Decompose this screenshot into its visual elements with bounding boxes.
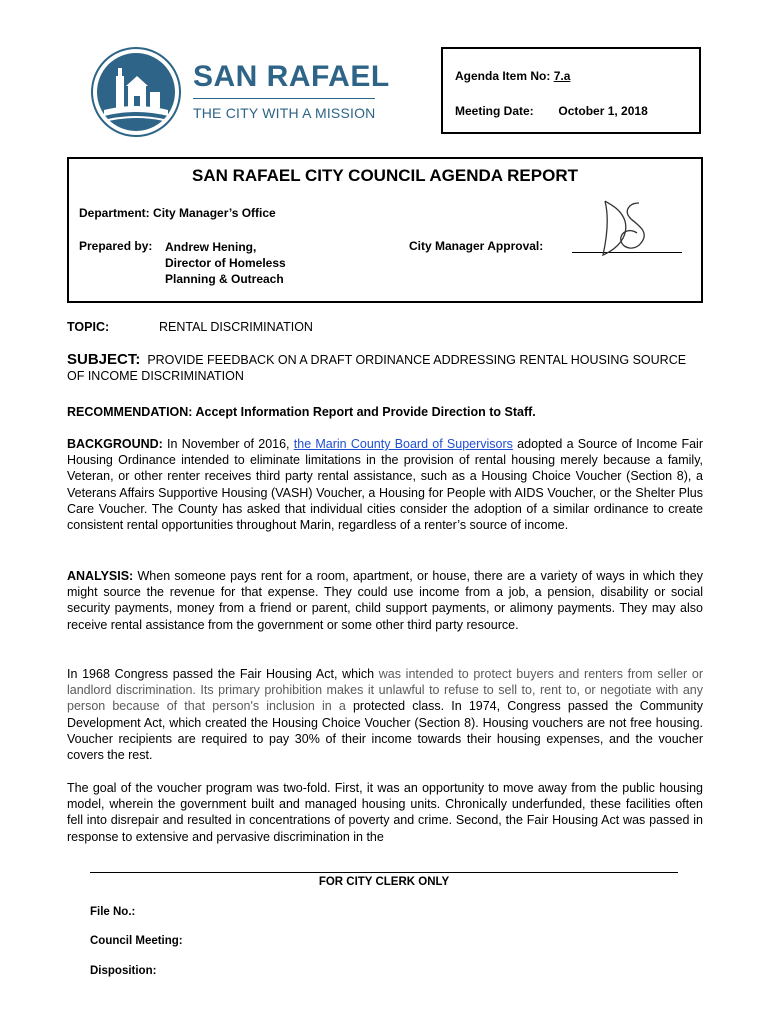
prepared-by-line: Andrew Hening, [165, 240, 257, 254]
prepared-by-label: Prepared by: [79, 239, 153, 253]
file-no-label: File No.: [90, 906, 136, 918]
report-title: SAN RAFAEL CITY COUNCIL AGENDA REPORT [192, 166, 578, 185]
topic-value: RENTAL DISCRIMINATION [159, 320, 313, 334]
analysis-label: ANALYSIS: [67, 569, 134, 583]
signature-image [595, 197, 657, 259]
fair-housing-text-3: protected class. In 1974, Congress passed the Community Development Act, which created the Housing Choice Voucher (Section 8). Housing vouchers are not free housing. Voucher recipients are required to pay 30% of their income towards their housing expenses, and the voucher covers the rest. [67, 699, 704, 763]
background-text-end: adopted a Source of Income Fair Housing Ordinance intended to eliminate limitations in the provision of rental housing merely because a family, Veteran, or other renter receives third party rental assistance, such as a Housing Choice Voucher (Section 8), a Veterans Affairs Supportive Housing (VASH) Voucher, a Housing for People with AIDS Voucher, or the Shelter Plus Care Voucher. The County has asked that individual cities consider the adoption of a similar ordinance to create consistent rental opportunities throughout Marin, regardless of a renter’s source of income. [67, 437, 703, 533]
council-meeting-label: Council Meeting: [90, 935, 183, 947]
logo-divider [193, 98, 375, 99]
background-label: BACKGROUND: [67, 437, 163, 451]
voucher-goal-paragraph: The goal of the voucher program was two-fold. First, it was an opportunity to move away from the public housing model, wherein the government built and managed housing units. Chronically underfunded, these facilities often fell into disrepair and resulted in concentrations of poverty and crime. Second, the Fair Housing Act was passed in response to extensive and pervasive discrimination in the [67, 781, 703, 844]
fair-housing-text-2: was intended to protect buyers and renters from seller or landlord discrimination. Its primary prohibition makes it unlawful to refuse to sell to, rent to, or negotiate with any person because of that person's inclusion in a [67, 667, 703, 714]
board-of-supervisors-link[interactable]: the Marin County Board of Supervisors [293, 437, 513, 451]
fair-housing-act-paragraph [67, 666, 703, 763]
subject-paragraph [67, 352, 703, 384]
meeting-date-line [455, 104, 648, 118]
clerk-section-title: FOR CITY CLERK ONLY [318, 876, 450, 888]
prepared-by-line: Planning & Outreach [165, 272, 284, 286]
fair-housing-text-1: In 1968 Congress passed the Fair Housing Act, which [67, 667, 379, 681]
background-paragraph [67, 436, 703, 533]
analysis-text: When someone pays rent for a room, apartment, or house, there are a variety of ways in which they might source the revenue for that expense. They could use income from a job, a pension, disability or social security payments, money from a friend or parent, child support payments, or alimony payments. They may also receive rental assistance from the government or some other third party resource. [67, 569, 703, 632]
agenda-item-line [455, 69, 570, 83]
topic-label: TOPIC: [67, 320, 110, 334]
city-logo-emblem [90, 46, 182, 138]
city-tagline: THE CITY WITH A MISSION [193, 105, 376, 121]
analysis-paragraph [67, 568, 703, 633]
report-header-box [67, 157, 703, 303]
agenda-info-box [441, 47, 701, 134]
disposition-label: Disposition: [90, 965, 157, 977]
agenda-item-label: Agenda Item No: [455, 69, 551, 83]
meeting-date-value: October 1, 2018 [558, 104, 648, 118]
subject-value: PROVIDE FEEDBACK ON A DRAFT ORDINANCE ADDRESSING RENTAL HOUSING SOURCE OF INCOME DISCRIMINATION [67, 353, 687, 384]
subject-label: SUBJECT: [67, 351, 141, 368]
background-text-start: In November of 2016, [162, 437, 294, 451]
clerk-divider [90, 872, 678, 873]
department-value: City Manager’s Office [153, 206, 276, 220]
agenda-item-value: 7.a [553, 69, 571, 83]
prepared-by-name [165, 239, 286, 287]
city-manager-approval-label: City Manager Approval: [409, 239, 544, 253]
prepared-by-line: Director of Homeless [165, 256, 286, 270]
city-name-logo: SAN RAFAEL [193, 60, 390, 93]
department-line [79, 206, 276, 220]
recommendation-line: RECOMMENDATION: Accept Information Report and Provide Direction to Staff. [67, 405, 536, 419]
meeting-date-label: Meeting Date: [455, 104, 534, 118]
department-label: Department: [79, 206, 150, 220]
